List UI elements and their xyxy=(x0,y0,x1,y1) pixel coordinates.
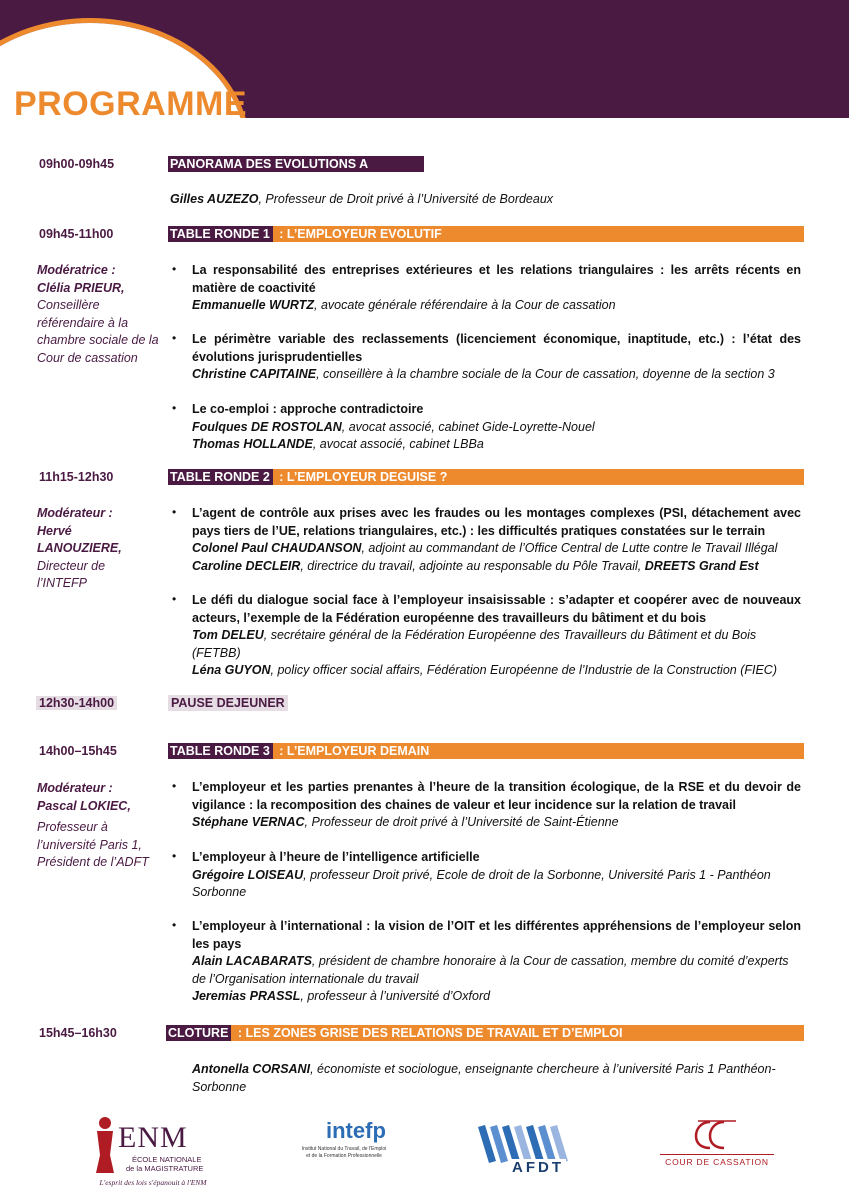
section-label: TABLE RONDE 2 xyxy=(168,469,273,485)
section-header xyxy=(168,695,288,711)
speaker-role: , président de chambre honoraire à la Cour de cassation, membre du comité d’experts de l’Organisation internationale du travail xyxy=(192,954,789,986)
bullet: • xyxy=(172,779,177,793)
item-topic: L’employeur à l’heure de l’intelligence artificielle xyxy=(192,850,480,864)
moderator-role: Professeur à l’université Paris 1, Président de l’ADFT xyxy=(37,820,149,869)
speaker-name: Christine CAPITAINE xyxy=(192,367,317,381)
moderator-role: Conseillère référendaire à la chambre sociale de la Cour de cassation xyxy=(37,298,159,365)
agenda-item xyxy=(192,401,801,454)
agenda-item xyxy=(192,505,801,575)
cour-logo-text: COUR DE CASSATION xyxy=(660,1154,774,1167)
speaker-role: , avocat associé, cabinet Gide-Loyrette-Nouel xyxy=(341,419,595,434)
item-topic: L’employeur et les parties prenantes à l’heure de la transition écologique, de la RSE et du devoir de vigilance : la recomposition des chaines de valeur et leur incidence sur la relation de travail xyxy=(192,780,801,812)
section-header xyxy=(168,226,804,242)
section-header xyxy=(166,1025,804,1041)
afdt-logo-text: AFDT xyxy=(512,1159,564,1176)
section-label: CLOTURE xyxy=(166,1025,231,1041)
moderator-block xyxy=(37,262,162,367)
speaker-name: Jeremias PRASSL xyxy=(192,989,301,1003)
enm-tagline: L'esprit des lois s'épanouit à l'ENM xyxy=(99,1178,207,1187)
item-topic: Le défi du dialogue social face à l’employeur insaisissable : s’adapter et coopérer avec de nouveaux acteurs, l’exemple de la Fédération européenne des travailleurs du bâtiment et du bois xyxy=(192,593,801,625)
moderator-block xyxy=(37,780,162,872)
enm-figure-icon xyxy=(92,1115,118,1173)
speaker-line xyxy=(170,192,553,206)
agenda-item xyxy=(192,849,801,902)
speaker-line xyxy=(192,1061,792,1096)
section-title: : L’EMPLOYEUR DEMAIN xyxy=(275,744,430,758)
speaker-name: Thomas HOLLANDE xyxy=(192,437,313,451)
intefp-logo-line1: Institut National du Travail, de l'Emploi xyxy=(301,1146,387,1152)
afdt-logo xyxy=(474,1125,574,1177)
bullet: • xyxy=(172,331,177,345)
moderator-name: Pascal LOKIEC, xyxy=(37,798,131,813)
speaker-role: , conseillère à la chambre sociale de la Cour de cassation, doyenne de la section 3 xyxy=(316,367,775,381)
section-title: PANORAMA DES EVOLUTIONS A L’OEUVRE xyxy=(168,156,424,172)
section-header xyxy=(168,469,804,485)
section-title: : LES ZONES GRISE DES RELATIONS DE TRAVAIL ET D’EMPLOI xyxy=(234,1026,623,1040)
bullet: • xyxy=(172,401,177,415)
intefp-logo xyxy=(288,1118,398,1166)
intefp-logo-text: intefp xyxy=(326,1118,386,1143)
moderator-block xyxy=(37,505,162,593)
page-title: PROGRAMME xyxy=(14,85,248,123)
section-title: : L’EMPLOYEUR DEGUISE ? xyxy=(275,470,448,484)
speaker-extra: DREETS Grand Est xyxy=(644,558,759,573)
speaker-role: , Professeur de droit privé à l’Université de Saint-Étienne xyxy=(304,815,619,829)
speaker-name: Léna GUYON xyxy=(192,663,271,677)
time-slot: 15h45–16h30 xyxy=(39,1026,117,1040)
enm-logo-line2: de la MAGISTRATURE xyxy=(126,1164,204,1173)
intefp-logo-line2: et de la Formation Professionnelle xyxy=(306,1153,382,1159)
cour-de-cassation-logo xyxy=(660,1118,774,1170)
speaker-role: , avocate générale référendaire à la Cour de cassation xyxy=(314,298,616,312)
speaker-name: Gilles AUZEZO xyxy=(170,192,259,206)
moderator-label: Modérateur : xyxy=(37,781,113,795)
agenda-item xyxy=(192,779,801,832)
item-topic: Le périmètre variable des reclassements (licenciement économique, inaptitude, etc.) : l’état des évolutions jurisprudentielles xyxy=(192,332,801,364)
moderator-role: Directeur de l’INTEFP xyxy=(37,558,106,590)
bullet: • xyxy=(172,918,177,932)
speaker-role: , professeur à l’université d’Oxford xyxy=(300,989,491,1003)
time-slot: 09h45-11h00 xyxy=(39,227,114,241)
section-header xyxy=(168,743,804,759)
speaker-role: , policy officer social affairs, Fédération Européenne de l’Industrie de la Construction (FIEC) xyxy=(270,663,777,677)
bullet: • xyxy=(172,849,177,863)
section-label: TABLE RONDE 1 xyxy=(168,226,273,242)
speaker-role: , directrice du travail, adjointe au responsable du Pôle Travail, xyxy=(300,558,645,573)
section-label: TABLE RONDE 3 xyxy=(168,743,273,759)
item-topic: L’agent de contrôle aux prises avec les fraudes ou les montages complexes (PSI, détachement avec pays tiers de l’UE, relations triangulaires, etc.) : les difficultés pratiques constatées sur le terrain xyxy=(192,506,801,538)
agenda-item xyxy=(192,262,801,315)
time-slot: 14h00–15h45 xyxy=(39,744,117,758)
speaker-name: Grégoire LOISEAU xyxy=(192,867,304,882)
section-title: : L’EMPLOYEUR EVOLUTIF xyxy=(275,227,442,241)
speaker-name: Antonella CORSANI xyxy=(192,1062,311,1076)
enm-logo xyxy=(88,1115,218,1187)
speaker-name: Caroline DECLEIR xyxy=(192,558,301,573)
speaker-name: Foulques DE ROSTOLAN xyxy=(192,419,342,434)
bullet: • xyxy=(172,505,177,519)
speaker-role: , économiste et sociologue, enseignante chercheure à l’université Paris 1 Panthéon-Sorbonne xyxy=(192,1062,776,1094)
section-title: PAUSE DEJEUNER xyxy=(168,695,288,711)
speaker-name: Emmanuelle WURTZ xyxy=(192,298,315,312)
bullet: • xyxy=(172,592,177,606)
item-topic: La responsabilité des entreprises extérieures et les relations triangulaires : les arrêts récents en matière de coactivité xyxy=(192,263,801,295)
speaker-name: Colonel Paul CHAUDANSON xyxy=(192,541,362,555)
agenda-item xyxy=(192,331,801,384)
afdt-bars-icon xyxy=(474,1125,572,1163)
time-slot: 11h15-12h30 xyxy=(39,470,114,484)
moderator-name: Hervé LANOUZIERE, xyxy=(37,523,122,555)
agenda-item xyxy=(192,918,801,1006)
enm-logo-text: ENM xyxy=(118,1121,188,1154)
moderator-label: Modératrice : xyxy=(37,263,116,277)
bullet: • xyxy=(172,262,177,276)
moderator-label: Modérateur : xyxy=(37,506,113,520)
speaker-role: , secrétaire général de la Fédération Européenne des Travailleurs du Bâtiment et du Bois (FETBB) xyxy=(192,628,757,660)
moderator-name: Clélia PRIEUR, xyxy=(37,280,125,295)
speaker-name: Stéphane VERNAC xyxy=(192,815,305,829)
speaker-name: Alain LACABARATS xyxy=(192,954,312,968)
time-slot: 12h30-14h00 xyxy=(36,696,117,710)
section-header xyxy=(168,156,424,187)
time-slot: 09h00-09h45 xyxy=(39,157,115,171)
agenda-item xyxy=(192,592,801,680)
speaker-role: , adjoint au commandant de l’Office Central de Lutte contre le Travail Illégal xyxy=(361,541,778,555)
item-topic: L’employeur à l’international : la vision de l’OIT et les différentes appréhensions de l’employeur selon les pays xyxy=(192,919,801,951)
cour-emblem-icon xyxy=(692,1118,742,1152)
speaker-role: , avocat associé, cabinet LBBa xyxy=(312,437,484,451)
item-topic: Le co-emploi : approche contradictoire xyxy=(192,402,424,416)
enm-logo-line1: ÉCOLE NATIONALE xyxy=(132,1155,202,1164)
speaker-name: Tom DELEU xyxy=(192,628,264,642)
speaker-role: , Professeur de Droit privé à l’Université de Bordeaux xyxy=(258,192,554,206)
speaker-role: , professeur Droit privé, Ecole de droit de la Sorbonne, Université Paris 1 - Panthéon Sorbonne xyxy=(192,867,771,899)
